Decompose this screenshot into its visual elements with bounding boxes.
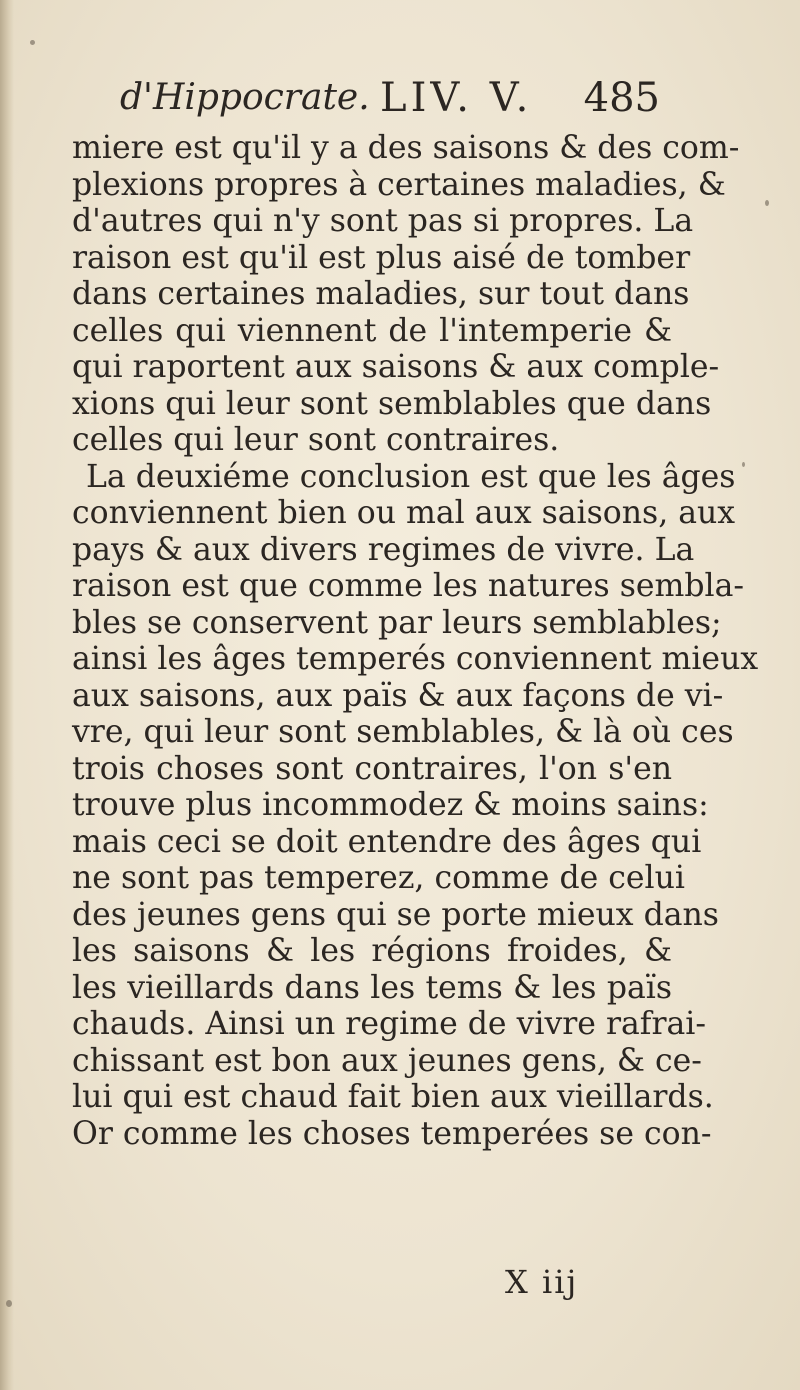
text-line: qui raportent aux saisons & aux comple- <box>72 349 720 385</box>
running-title: d'Hippocrate. <box>120 77 370 118</box>
text-line: plexions propres à certaines maladies, & <box>72 166 726 203</box>
text-line: La deuxiéme conclusion est que les âges <box>86 458 736 495</box>
binding-shadow <box>0 0 14 1390</box>
paper-speck <box>742 462 745 467</box>
text-line: aux saisons, aux païs & aux façons de vi- <box>72 677 724 714</box>
text-line: mais ceci se doit entendre des âges qui <box>72 823 702 860</box>
text-line: d'autres qui n'y sont pas si propres. La <box>72 203 694 239</box>
text-line: chissant est bon aux jeunes gens, & ce- <box>72 1042 702 1079</box>
text-line: miere est qu'il y a des saisons & des com- <box>72 130 740 166</box>
paper-speck <box>765 200 769 206</box>
text-line: ainsi les âges temperés conviennent mieux <box>72 641 759 677</box>
text-line: celles qui viennent de l'intemperie & <box>72 312 672 349</box>
text-line: les saisons & les régions froides, & <box>72 933 672 969</box>
text-line: ne sont pas temperez, comme de celui <box>72 860 685 896</box>
text-line: pays & aux divers regimes de vivre. La <box>72 531 695 568</box>
text-line: les vieillards dans les tems & les païs <box>72 969 672 1006</box>
text-line: trois choses sont contraires, l'on s'en <box>72 750 672 787</box>
paper-speck <box>6 1300 12 1307</box>
text-line: chauds. Ainsi un regime de vivre rafrai- <box>72 1006 707 1042</box>
page-header <box>120 68 660 128</box>
text-line: vre, qui leur sont semblables, & là où ces <box>72 714 734 750</box>
book-label: LIV. V. <box>380 75 533 121</box>
text-line: des jeunes gens qui se porte mieux dans <box>72 896 719 933</box>
text-line: dans certaines maladies, sur tout dans <box>72 276 690 312</box>
body-text <box>72 130 759 1152</box>
text-line: raison est qu'il est plus aisé de tomber <box>72 239 691 276</box>
text-line: trouve plus incommodez & moins sains: <box>72 787 709 823</box>
text-line: conviennent bien ou mal aux saisons, aux <box>72 495 736 531</box>
paper-speck <box>30 40 35 45</box>
signature-mark: X iij <box>505 1263 579 1301</box>
text-line: raison est que comme les natures sembla- <box>72 568 745 604</box>
text-line: bles se conservent par leurs semblables; <box>72 604 722 641</box>
text-line: lui qui est chaud fait bien aux vieillards. <box>72 1079 714 1115</box>
text-line: celles qui leur sont contraires. <box>72 422 560 458</box>
text-line: xions qui leur sont semblables que dans <box>72 385 712 422</box>
text-line: Or comme les choses temperées se con- <box>72 1115 712 1152</box>
page-number: 485 <box>583 75 660 121</box>
